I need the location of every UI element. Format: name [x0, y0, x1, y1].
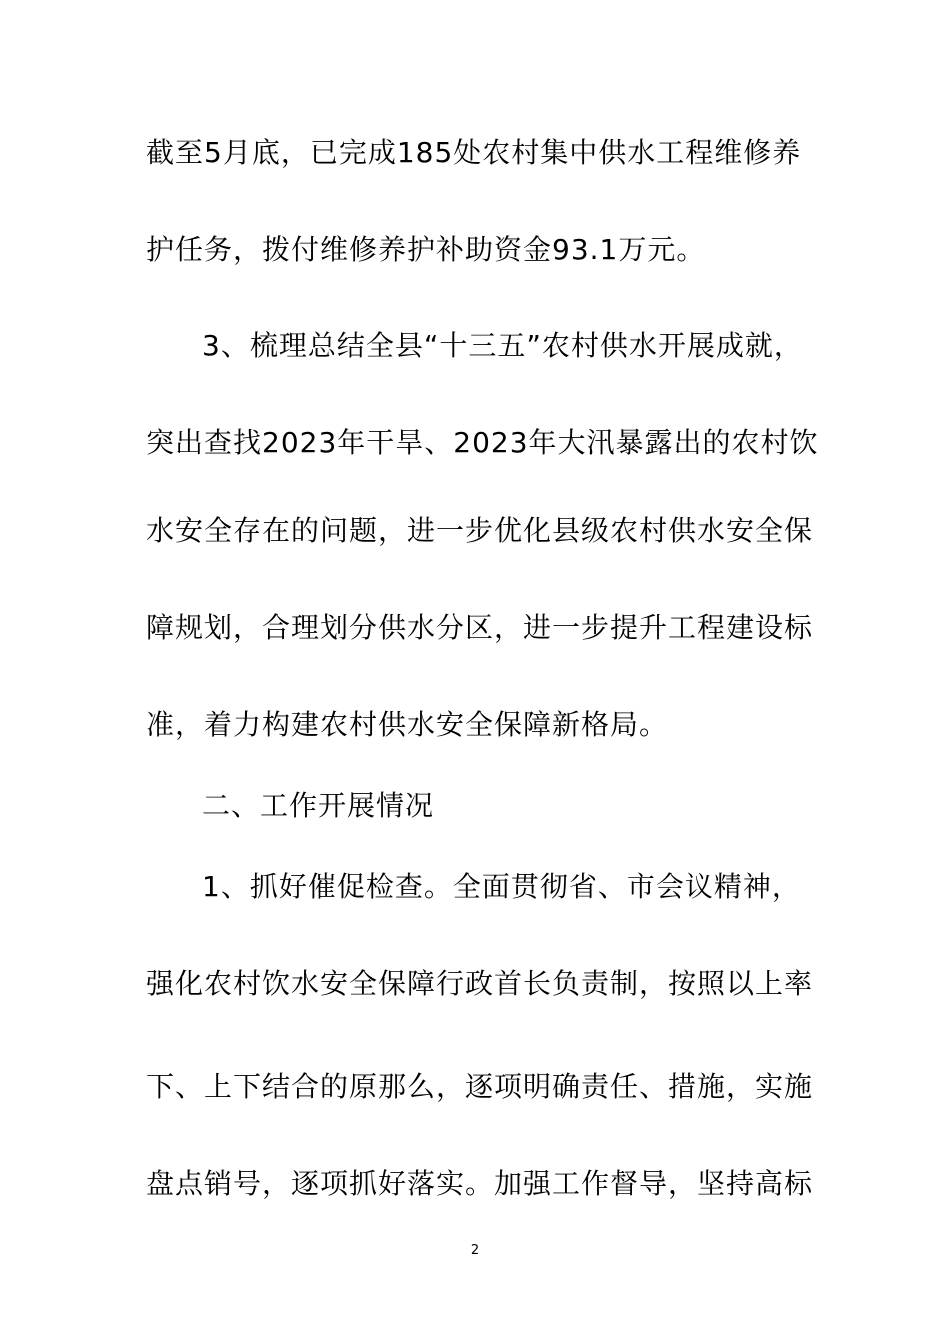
text-line-10: 强化农村饮水安全保障行政首长负责制，按照以上率: [146, 967, 814, 1000]
text-line-12: 盘点销号，逐项抓好落实。加强工作督导，坚持高标: [146, 1167, 814, 1200]
text-line-1: 截至5月底，已完成185处农村集中供水工程维修养: [146, 136, 802, 169]
text-line-11: 下、上下结合的原那么，逐项明确责任、措施，实施: [146, 1070, 814, 1103]
text-line-5: 水安全存在的问题，进一步优化县级农村供水安全保: [146, 514, 814, 547]
text-line-4: 突出查找2023年干旱、2023年大汛暴露出的农村饮: [146, 426, 819, 459]
text-line-2: 护任务，拨付维修养护补助资金93.1万元。: [146, 233, 706, 266]
section-heading: 二、工作开展情况: [202, 789, 435, 822]
text-line-7: 准，着力构建农村供水安全保障新格局。: [146, 708, 669, 741]
paragraph-9-start: 1、抓好催促检查。全面贯彻省、市会议精神，: [202, 870, 801, 903]
paragraph-3-start: 3、梳理总结全县“十三五”农村供水开展成就，: [202, 329, 803, 362]
text-line-6: 障规划，合理划分供水分区，进一步提升工程建设标: [146, 611, 814, 644]
page-number: 2: [470, 1243, 480, 1258]
